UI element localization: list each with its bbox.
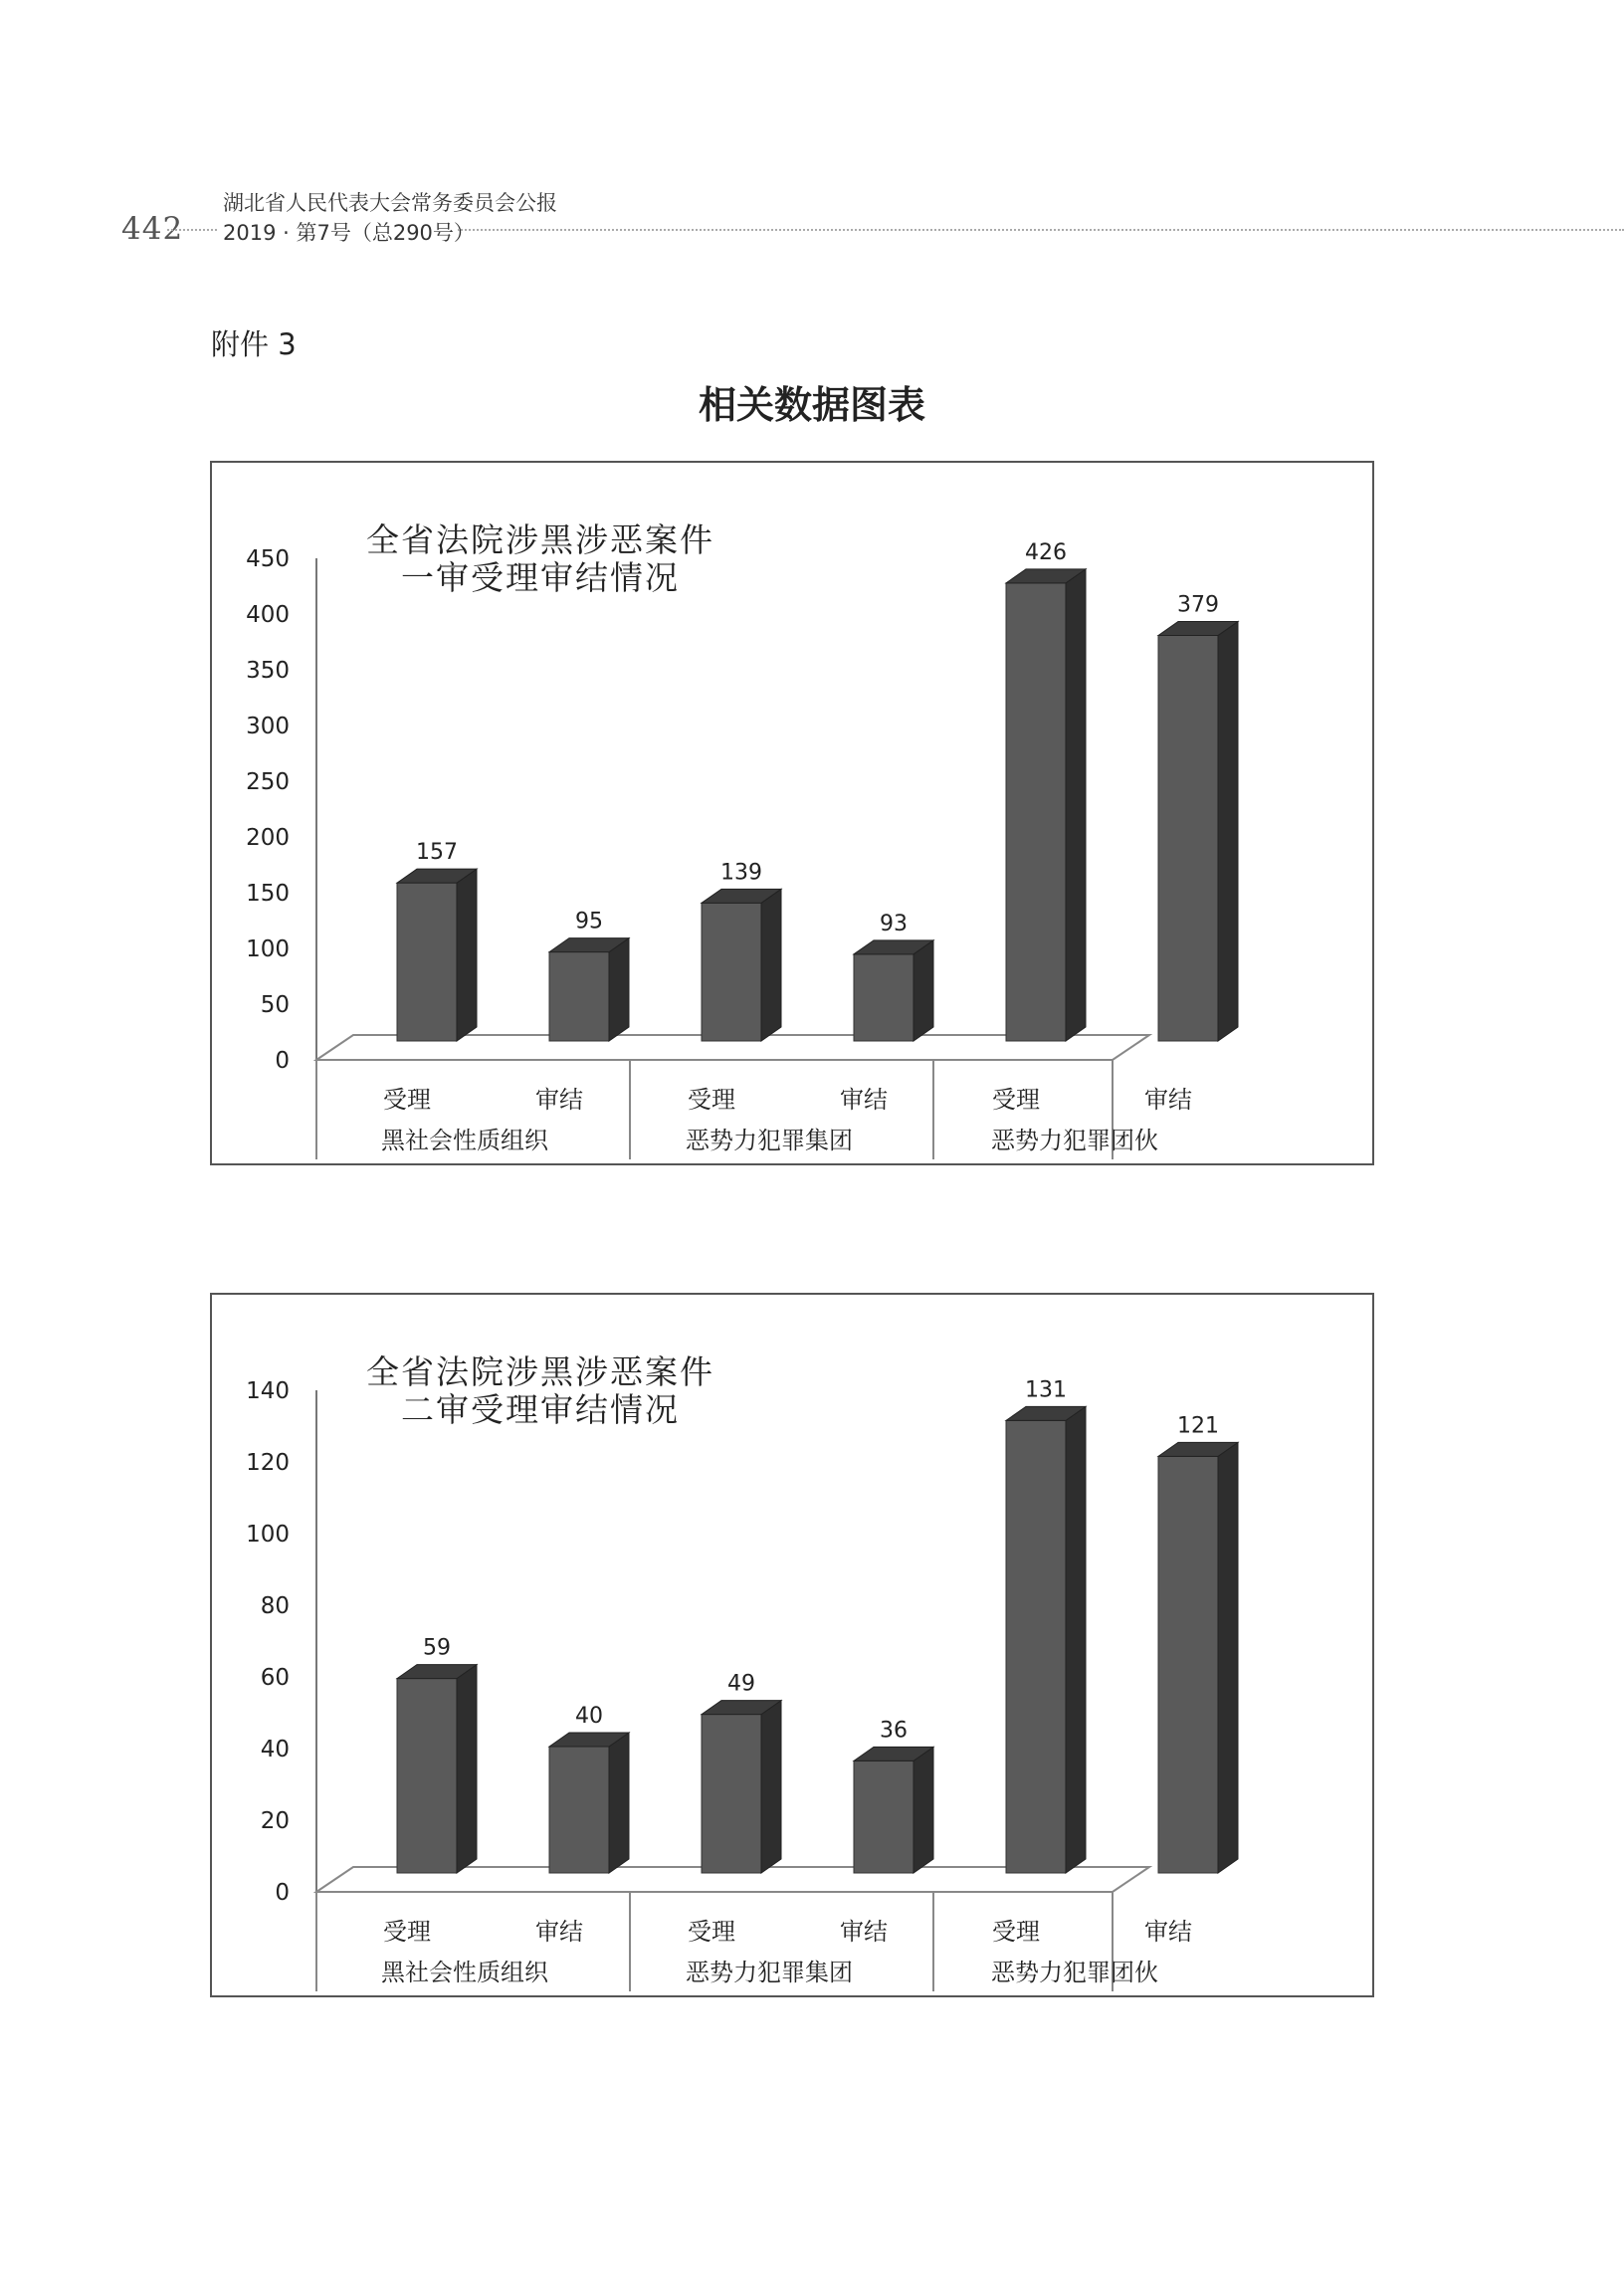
issue-number: 2019 · 第7号（总290号） [223, 221, 475, 245]
bar-side-face [1066, 1406, 1086, 1873]
y-tick-label: 0 [275, 1880, 290, 1906]
category-label: 审结 [1144, 1086, 1192, 1114]
page-number: 442 [121, 211, 184, 247]
chart-title-line-2: 一审受理审结情况 [401, 558, 680, 597]
group-label: 黑社会性质组织 [381, 1959, 548, 1986]
category-label: 受理 [992, 1918, 1040, 1946]
bar-side-face [609, 1733, 629, 1873]
bar-side-face [761, 1701, 781, 1873]
bar-side-face [914, 940, 933, 1041]
category-label: 审结 [840, 1918, 888, 1946]
bar-front-face [854, 1761, 914, 1873]
bar-value-label: 49 [727, 1671, 755, 1697]
category-label: 受理 [383, 1086, 431, 1114]
chart-title-line-2: 二审受理审结情况 [401, 1390, 680, 1429]
bar-side-face [457, 1665, 477, 1873]
y-tick-label: 100 [246, 1522, 290, 1548]
journal-title: 湖北省人民代表大会常务委员会公报 [223, 191, 557, 215]
bar-value-label: 131 [1025, 1377, 1067, 1403]
bar-value-label: 40 [575, 1704, 603, 1729]
bar-front-face [1158, 1456, 1218, 1873]
category-label: 受理 [992, 1086, 1040, 1114]
bar-front-face [549, 952, 609, 1041]
y-tick-label: 80 [260, 1593, 290, 1619]
chart-first-instance-svg [212, 463, 1372, 1163]
category-label: 受理 [383, 1918, 431, 1946]
group-label: 黑社会性质组织 [381, 1127, 548, 1154]
bar-side-face [914, 1747, 933, 1873]
category-label: 审结 [535, 1086, 583, 1114]
category-label: 审结 [840, 1086, 888, 1114]
bar-side-face [761, 889, 781, 1041]
bar-front-face [854, 954, 914, 1041]
bar-front-face [1006, 583, 1066, 1041]
chart-second-instance [210, 1293, 1374, 1997]
bar-front-face [702, 903, 761, 1041]
bar-side-face [457, 869, 477, 1041]
bar-front-face [549, 1747, 609, 1873]
chart-first-instance [210, 461, 1374, 1165]
y-tick-label: 450 [246, 546, 290, 572]
bar-side-face [609, 938, 629, 1041]
bar-side-face [1218, 622, 1238, 1041]
group-label: 恶势力犯罪集团 [686, 1127, 853, 1154]
page-header [0, 185, 1624, 245]
bar-front-face [1006, 1420, 1066, 1873]
bar-front-face [397, 883, 457, 1041]
group-label: 恶势力犯罪集团 [686, 1959, 853, 1986]
bar-value-label: 379 [1177, 592, 1219, 618]
bar-front-face [702, 1715, 761, 1873]
y-tick-label: 150 [246, 881, 290, 907]
y-tick-label: 20 [260, 1808, 290, 1834]
chart-title-line-1: 全省法院涉黑涉恶案件 [366, 520, 714, 559]
category-label: 审结 [1144, 1918, 1192, 1946]
y-tick-label: 120 [246, 1450, 290, 1476]
group-label: 恶势力犯罪团伙 [991, 1959, 1158, 1986]
bar-value-label: 121 [1177, 1413, 1219, 1439]
group-label: 恶势力犯罪团伙 [991, 1127, 1158, 1154]
category-label: 审结 [535, 1918, 583, 1946]
bar-value-label: 93 [880, 911, 908, 936]
category-label: 受理 [688, 1086, 735, 1114]
y-tick-label: 400 [246, 602, 290, 628]
category-label: 受理 [688, 1918, 735, 1946]
bar-value-label: 36 [880, 1718, 908, 1744]
bar-side-face [1066, 569, 1086, 1041]
bar-value-label: 426 [1025, 539, 1067, 565]
bar-value-label: 157 [416, 840, 458, 866]
bar-value-label: 59 [423, 1635, 451, 1661]
bar-value-label: 95 [575, 909, 603, 934]
header-dotted-rule [167, 229, 217, 231]
page-title: 相关数据图表 [698, 382, 925, 427]
y-tick-label: 40 [260, 1737, 290, 1762]
y-tick-label: 300 [246, 714, 290, 739]
chart-title-line-1: 全省法院涉黑涉恶案件 [366, 1352, 714, 1391]
y-tick-label: 60 [260, 1665, 290, 1691]
y-tick-label: 0 [275, 1048, 290, 1074]
bar-front-face [1158, 636, 1218, 1041]
y-tick-label: 100 [246, 936, 290, 962]
y-tick-label: 140 [246, 1378, 290, 1404]
y-tick-label: 350 [246, 658, 290, 684]
bar-side-face [1218, 1442, 1238, 1873]
bar-front-face [397, 1679, 457, 1873]
y-tick-label: 50 [260, 992, 290, 1018]
attachment-label: 附件 3 [211, 327, 297, 361]
chart-second-instance-svg [212, 1295, 1372, 1995]
header-dotted-rule-long [458, 229, 1624, 231]
bar-value-label: 139 [720, 860, 762, 886]
y-tick-label: 250 [246, 769, 290, 795]
y-tick-label: 200 [246, 825, 290, 851]
